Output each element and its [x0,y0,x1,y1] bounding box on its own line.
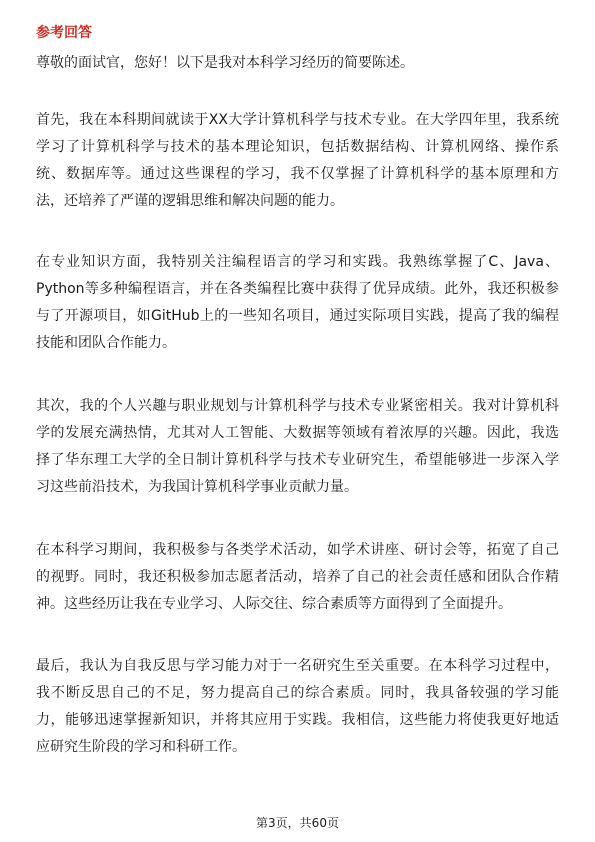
paragraph-5 [36,653,559,761]
paragraph-line: 应研究生阶段的学习和科研工作。 [36,739,246,755]
paragraph-3 [36,393,559,501]
paragraph-line: 我不断反思自己的不足，努力提高自己的综合素质。同时，我具备较强的学习能 [36,685,559,701]
paragraph-line: 最后，我认为自我反思与学习能力对于一名研究生至关重要。在本科学习过程中， [36,658,559,674]
paragraph-line: 法，还培养了严谨的逻辑思维和解决问题的能力。 [36,193,344,209]
paragraph-line: 的视野。同时，我还积极参加志愿者活动，培养了自己的社会责任感和团队合作精 [36,569,559,585]
paragraph-1 [36,107,559,215]
paragraph-line: 学习了计算机科学与技术的基本理论知识，包括数据结构、计算机网络、操作系 [36,139,559,155]
paragraph-line: 与了开源项目，如GitHub上的一些知名项目，通过实际项目实践，提高了我的编程 [36,308,559,324]
paragraph-line: 力，能够迅速掌握新知识，并将其应用于实践。我相信，这些能力将使我更好地适 [36,712,559,728]
intro-line: 尊敬的面试官，您好！以下是我对本科学习经历的简要陈述。 [36,55,414,71]
paragraph-2 [36,249,559,357]
paragraph-4 [36,537,559,618]
paragraph-line: 习这些前沿技术，为我国计算机科学事业贡献力量。 [36,479,358,495]
paragraph-line: 在专业知识方面，我特别关注编程语言的学习和实践。我熟练掌握了C、Java、 [36,254,559,270]
paragraph-line: 择了华东理工大学的全日制计算机科学与技术专业研究生，希望能够进一步深入学 [36,452,559,468]
paragraph-line: 技能和团队合作能力。 [36,335,176,351]
paragraph-line: 神。这些经历让我在专业学习、人际交往、综合素质等方面得到了全面提升。 [36,596,512,612]
paragraph-line: 在本科学习期间，我积极参与各类学术活动，如学术讲座、研讨会等，拓宽了自己 [36,542,559,558]
paragraph-line: 统、数据库等。通过这些课程的学习，我不仅掌握了计算机科学的基本原理和方 [36,166,559,182]
answer-heading: 参考回答 [36,25,92,41]
paragraph-line: 其次，我的个人兴趣与职业规划与计算机科学与技术专业紧密相关。我对计算机科 [36,398,559,414]
paragraph-line: 首先，我在本科期间就读于XX大学计算机科学与技术专业。在大学四年里，我系统 [36,112,559,128]
page-number: 第3页，共60页 [256,816,339,830]
paragraph-line: 学的发展充满热情，尤其对人工智能、大数据等领域有着浓厚的兴趣。因此，我选 [36,425,559,441]
paragraph-line: Python等多种编程语言，并在各类编程比赛中获得了优异成绩。此外，我还积极参 [36,281,559,297]
